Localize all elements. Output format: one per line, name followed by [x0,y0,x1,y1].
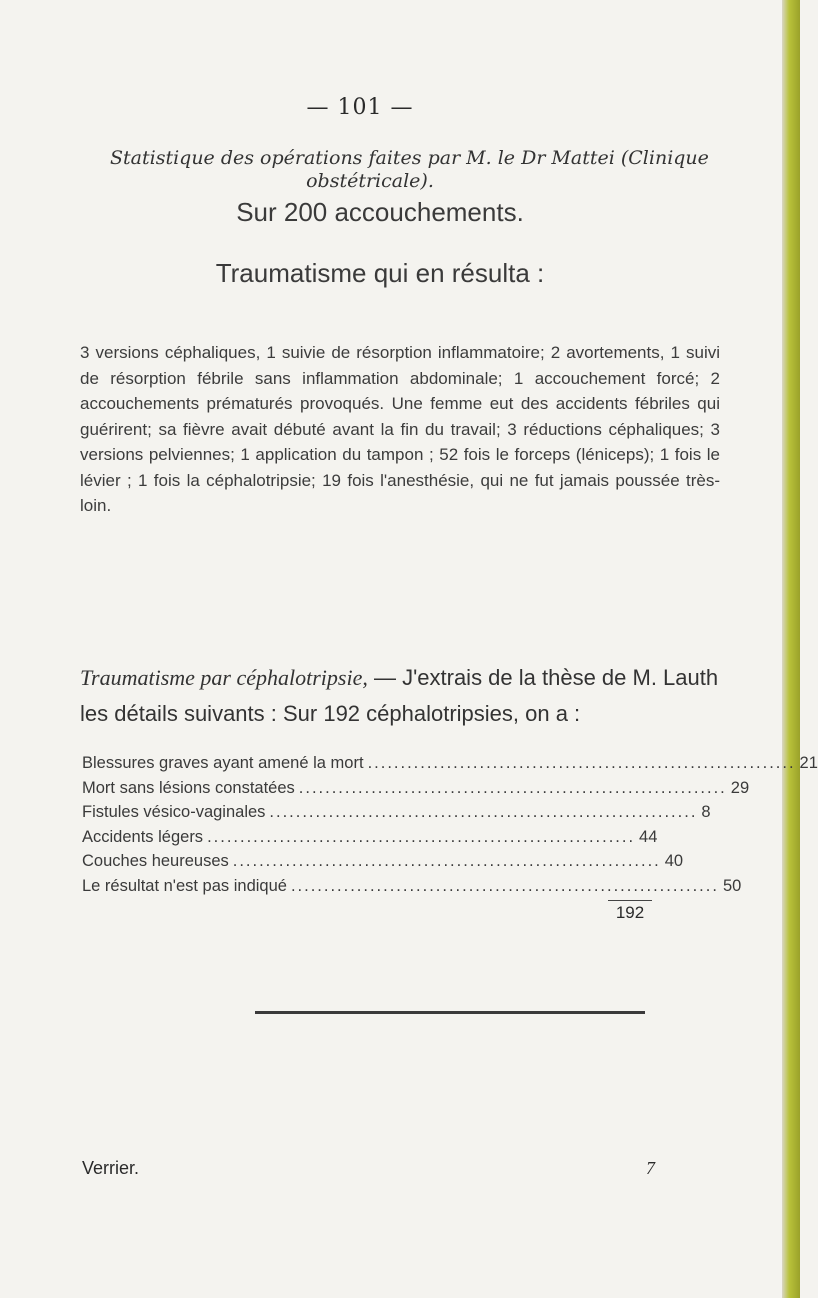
table-row: Mort sans lésions constatées ................................................................. 29 [82,778,750,797]
paragraph-1-text: 3 versions céphaliques, 1 suivie de résorption inflammatoire; 2 avortements, 1 suivi de résorption fébrile sans inflammation abdominale; 1 accouchement forcé; 2 accouchements prématurés provoqués. Une femme eut des accidents fébriles qui guérirent; sa fièvre avait débuté avant la fin du travail; 3 réductions céphaliques; 3 versions pelviennes; 1 application du tampon ; 52 fois le forceps (léniceps); 1 fois le lévier ; 1 fois la céphalotripsie; 19 fois l'anesthésie, qui ne fut jamais poussée très-loin. [80,343,720,515]
row-value: 40 [664,852,684,870]
paragraph-2-italic: Traumatisme par céphalotripsie, [80,665,368,690]
row-label: Accidents légers [82,827,204,846]
page-edge [782,0,800,1298]
subtitle-trauma: Traumatisme qui en résulta : [215,258,545,288]
title-line-2: obstétricale). [306,170,434,192]
table-total: 192 [608,900,652,923]
row-label: Fistules vésico-vaginales [82,803,266,821]
row-label: Mort sans lésions constatées [82,778,295,797]
row-label: Le résultat n'est pas indiqué [82,876,287,895]
title-line-1: Statistique des opérations faites par M. le Dr Mattei (Clinique [110,147,709,169]
table-row: Le résultat n'est pas indiqué ................................................................. 50 [82,876,742,895]
statistics-title [110,147,730,193]
row-label: Couches heureuses [82,852,229,870]
paragraph-cephalotripsy [80,660,730,732]
signature-mark: Verrier. [82,1158,140,1178]
row-value: 29 [730,778,750,797]
subtitle-births: Sur 200 accouchements. [236,197,524,227]
paragraph-2-rest: — J'extrais de la thèse de M. Lauth les détails suivants : Sur 192 céphalotripsies, on a : [80,665,719,726]
table-row: Couches heureuses ................................................................. 40 [82,852,684,870]
row-value: 21 [799,754,818,772]
row-value: 44 [639,827,658,846]
row-value: 50 [722,876,742,895]
paragraph-operations [80,340,720,519]
table-row: Accidents légers ................................................................. 44 [82,827,658,846]
row-label: Blessures graves ayant amené la mort [82,754,364,772]
horizontal-rule [255,1011,645,1014]
table-row: Blessures graves ayant amené la mort ................................................................. 21 [82,754,818,772]
gathering-number: 7 [646,1158,655,1178]
page-number: — 101 — [306,95,414,120]
row-value: 8 [701,803,711,821]
table-row: Fistules vésico-vaginales ................................................................. 8 [82,803,711,821]
results-table [82,754,818,901]
